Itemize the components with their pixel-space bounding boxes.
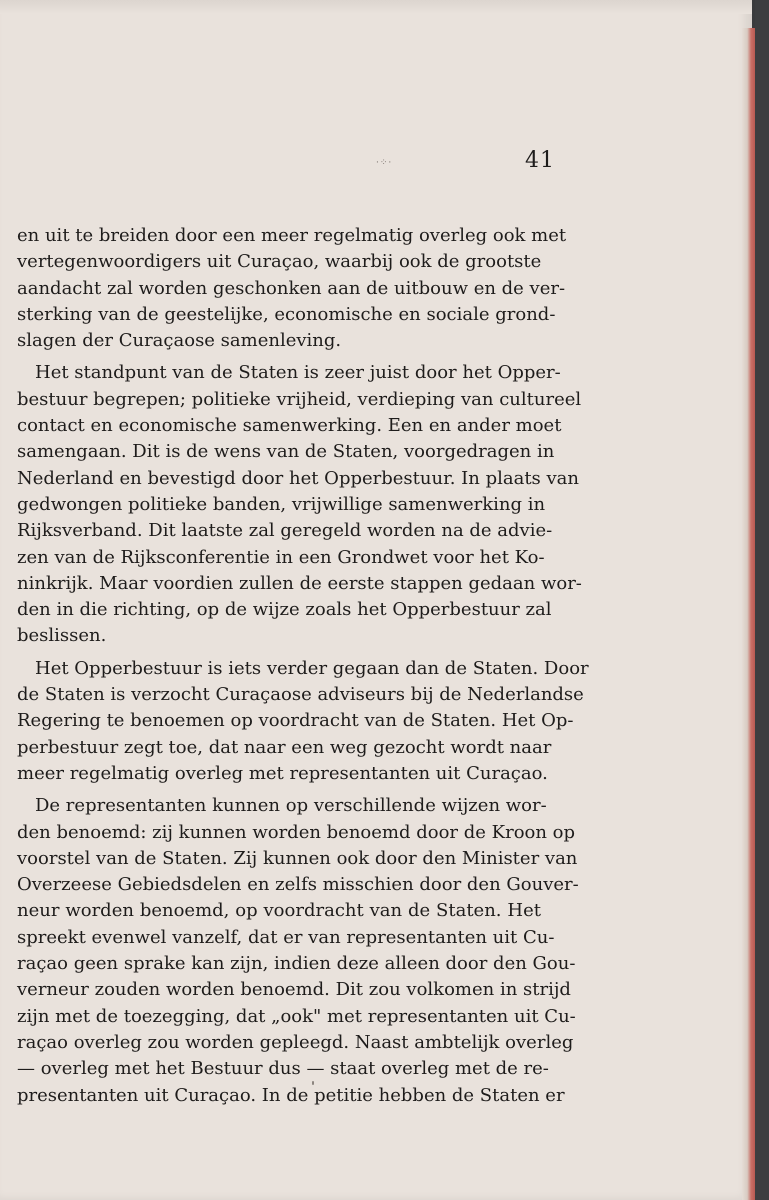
text-line: meer regelmatig overleg met representanten uit Curaçao. <box>17 762 548 784</box>
text-line: Regering te benoemen op voordracht van de Staten. Het Op- <box>17 710 574 732</box>
text-line: Rijksverband. Dit laatste zal geregeld worden na de advie- <box>17 520 553 542</box>
text-line: zen van de Rijksconferentie in een Grondwet voor het Ko- <box>17 546 545 568</box>
paragraph-3 <box>17 656 589 787</box>
text-line: contact en economische samenwerking. Een en ander moet <box>17 415 562 437</box>
paragraph-2 <box>17 360 582 649</box>
text-line: en uit te breiden door een meer regelmatig overleg ook met <box>17 225 567 246</box>
text-line: — overleg met het Bestuur dus — staat overleg met de re- <box>17 1058 549 1080</box>
body-text <box>17 223 589 1115</box>
text-line: gedwongen politieke banden, vrijwillige samenwerking in <box>17 493 546 515</box>
text-line: samengaan. Dit is de wens van de Staten, voorgedragen in <box>17 441 555 463</box>
text-line: den benoemd: zij kunnen worden benoemd door de Kroon op <box>17 821 576 843</box>
text-line: Overzeese Gebiedsdelen en zelfs misschien door den Gouver- <box>17 874 579 896</box>
page-edge <box>742 28 755 1200</box>
text-line: voorstel van de Staten. Zij kunnen ook door den Minister van <box>17 847 578 869</box>
header-ornament: ·⁘· <box>376 158 393 168</box>
background-margin <box>755 0 769 1200</box>
text-line: sterking van de geestelijke, economische en sociale grond- <box>17 303 556 325</box>
page-number: 41 <box>525 148 555 173</box>
paragraph-1 <box>17 223 567 354</box>
text-line: De representanten kunnen op verschillende wijzen wor- <box>35 795 547 817</box>
text-line: aandacht zal worden geschonken aan de uitbouw en de ver- <box>17 277 566 299</box>
text-line: bestuur begrepen; politieke vrijheid, verdieping van cultureel <box>17 388 582 410</box>
text-line: slagen der Curaçaose samenleving. <box>17 330 342 352</box>
text-line: presentanten uit Curaçao. In de petitie hebben de Staten er <box>17 1084 565 1106</box>
text-line: ninkrijk. Maar voordien zullen de eerste stappen gedaan wor- <box>17 572 582 594</box>
text-line: de Staten is verzocht Curaçaose adviseurs bij de Nederlandse <box>17 684 584 706</box>
text-line: beslissen. <box>17 625 107 647</box>
text-line: Nederland en bevestigd door het Opperbestuur. In plaats van <box>17 467 579 489</box>
text-line: Het Opperbestuur is iets verder gegaan dan de Staten. Door <box>35 657 589 679</box>
paper-speck <box>312 1081 314 1085</box>
page-top-edge <box>0 0 752 14</box>
text-line: den in die richting, op de wijze zoals het Opperbestuur zal <box>17 599 552 621</box>
text-line: neur worden benoemd, op voordracht van de Staten. Het <box>17 900 541 922</box>
text-line: verneur zouden worden benoemd. Dit zou volkomen in strijd <box>17 979 571 1001</box>
text-line: raçao geen sprake kan zijn, indien deze alleen door den Gou- <box>17 953 576 975</box>
text-line: vertegenwoordigers uit Curaçao, waarbij ook de grootste <box>17 251 542 273</box>
text-line: zijn met de toezegging, dat „ook" met representanten uit Cu- <box>17 1005 576 1027</box>
text-line: raçao overleg zou worden gepleegd. Naast ambtelijk overleg <box>17 1031 574 1053</box>
text-line: spreekt evenwel vanzelf, dat er van representanten uit Cu- <box>17 926 555 948</box>
text-line: Het standpunt van de Staten is zeer juist door het Opper- <box>35 362 561 384</box>
paragraph-4 <box>17 793 579 1109</box>
text-line: perbestuur zegt toe, dat naar een weg gezocht wordt naar <box>17 736 552 758</box>
